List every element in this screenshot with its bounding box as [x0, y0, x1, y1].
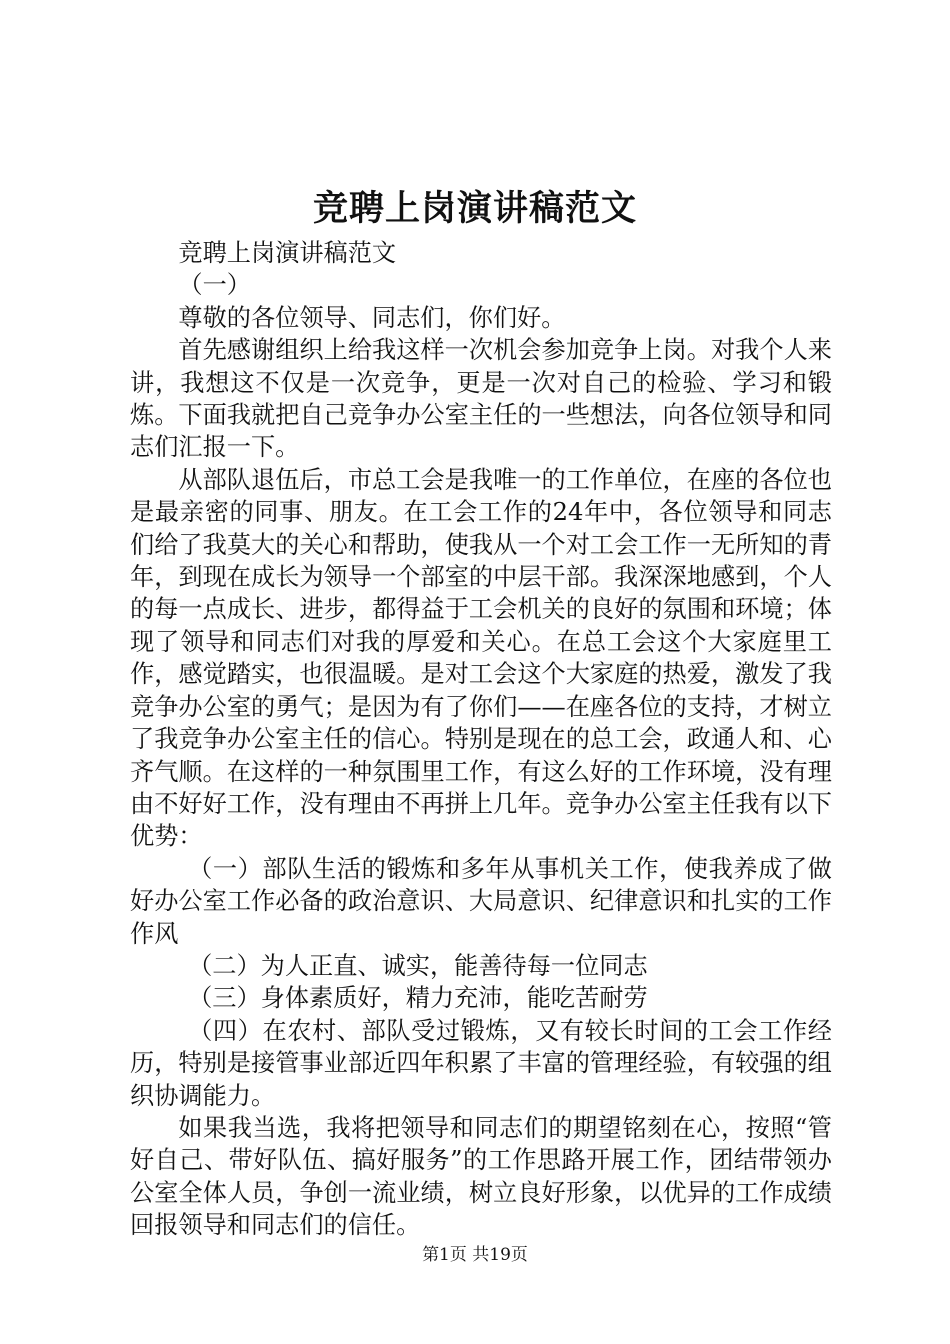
paragraph-background: 从部队退伍后，市总工会是我唯一的工作单位，在座的各位也是最亲密的同事、朋友。在工会工作的24年中，各位领导和同志们给了我莫大的关心和帮助，使我从一个对工会工作一无所知的青年，到现在成长为领导一个部室的中层干部。我深深地感到，个人的每一点成长、进步，都得益于工会机关的良好的氛围和环境；体现了领导和同志们对我的厚爱和关心。在总工会这个大家庭里工作，感觉踏实，也很温暖。是对工会这个大家庭的热爱，激发了我竞争办公室的勇气；是因为有了你们——在座各位的支持，才树立了我竞争办公室主任的信心。特别是现在的总工会，政通人和、心齐气顺。在这样的一种氛围里工作，有这么好的工作环境，没有理由不好好工作，没有理由不再拼上几年。竞争办公室主任我有以下优势：	[130, 465, 832, 851]
paragraph-subtitle: 竞聘上岗演讲稿范文	[178, 239, 397, 267]
paragraph-introduction: 首先感谢组织上给我这样一次机会参加竞争上岗。对我个人来讲，我想这不仅是一次竞争，更是一次对自己的检验、学习和锻炼。下面我就把自己竞争办公室主任的一些想法，向各位领导和同志们汇报一下。	[130, 336, 832, 462]
document-body	[130, 237, 832, 1242]
paragraph-section-marker: （一）	[178, 271, 251, 300]
document-title: 竞聘上岗演讲稿范文	[312, 188, 637, 229]
paragraph-advantage-1: （一）部队生活的锻炼和多年从事机关工作，使我养成了做好办公室工作必备的政治意识、大局意识、纪律意识和扎实的工作作风	[130, 854, 832, 948]
paragraph-advantage-2: （二）为人正直、诚实，能善待每一位同志	[188, 951, 648, 980]
paragraph-advantage-4: （四）在农村、部队受过锻炼，又有较长时间的工会工作经历，特别是接管事业部近四年积累了丰富的管理经验，有较强的组织协调能力。	[130, 1016, 832, 1110]
paragraph-conclusion: 如果我当选，我将把领导和同志们的期望铭刻在心，按照“管好自己、带好队伍、搞好服务”的工作思路开展工作，团结带领办公室全体人员，争创一流业绩，树立良好形象，以优异的工作成绩回报领导和同志们的信任。	[130, 1113, 832, 1240]
paragraph-greeting: 尊敬的各位领导、同志们，你们好。	[178, 303, 566, 332]
page-footer: 第1页 共19页	[422, 1245, 528, 1265]
paragraph-advantage-3: （三）身体素质好，精力充沛，能吃苦耐劳	[188, 984, 648, 1013]
